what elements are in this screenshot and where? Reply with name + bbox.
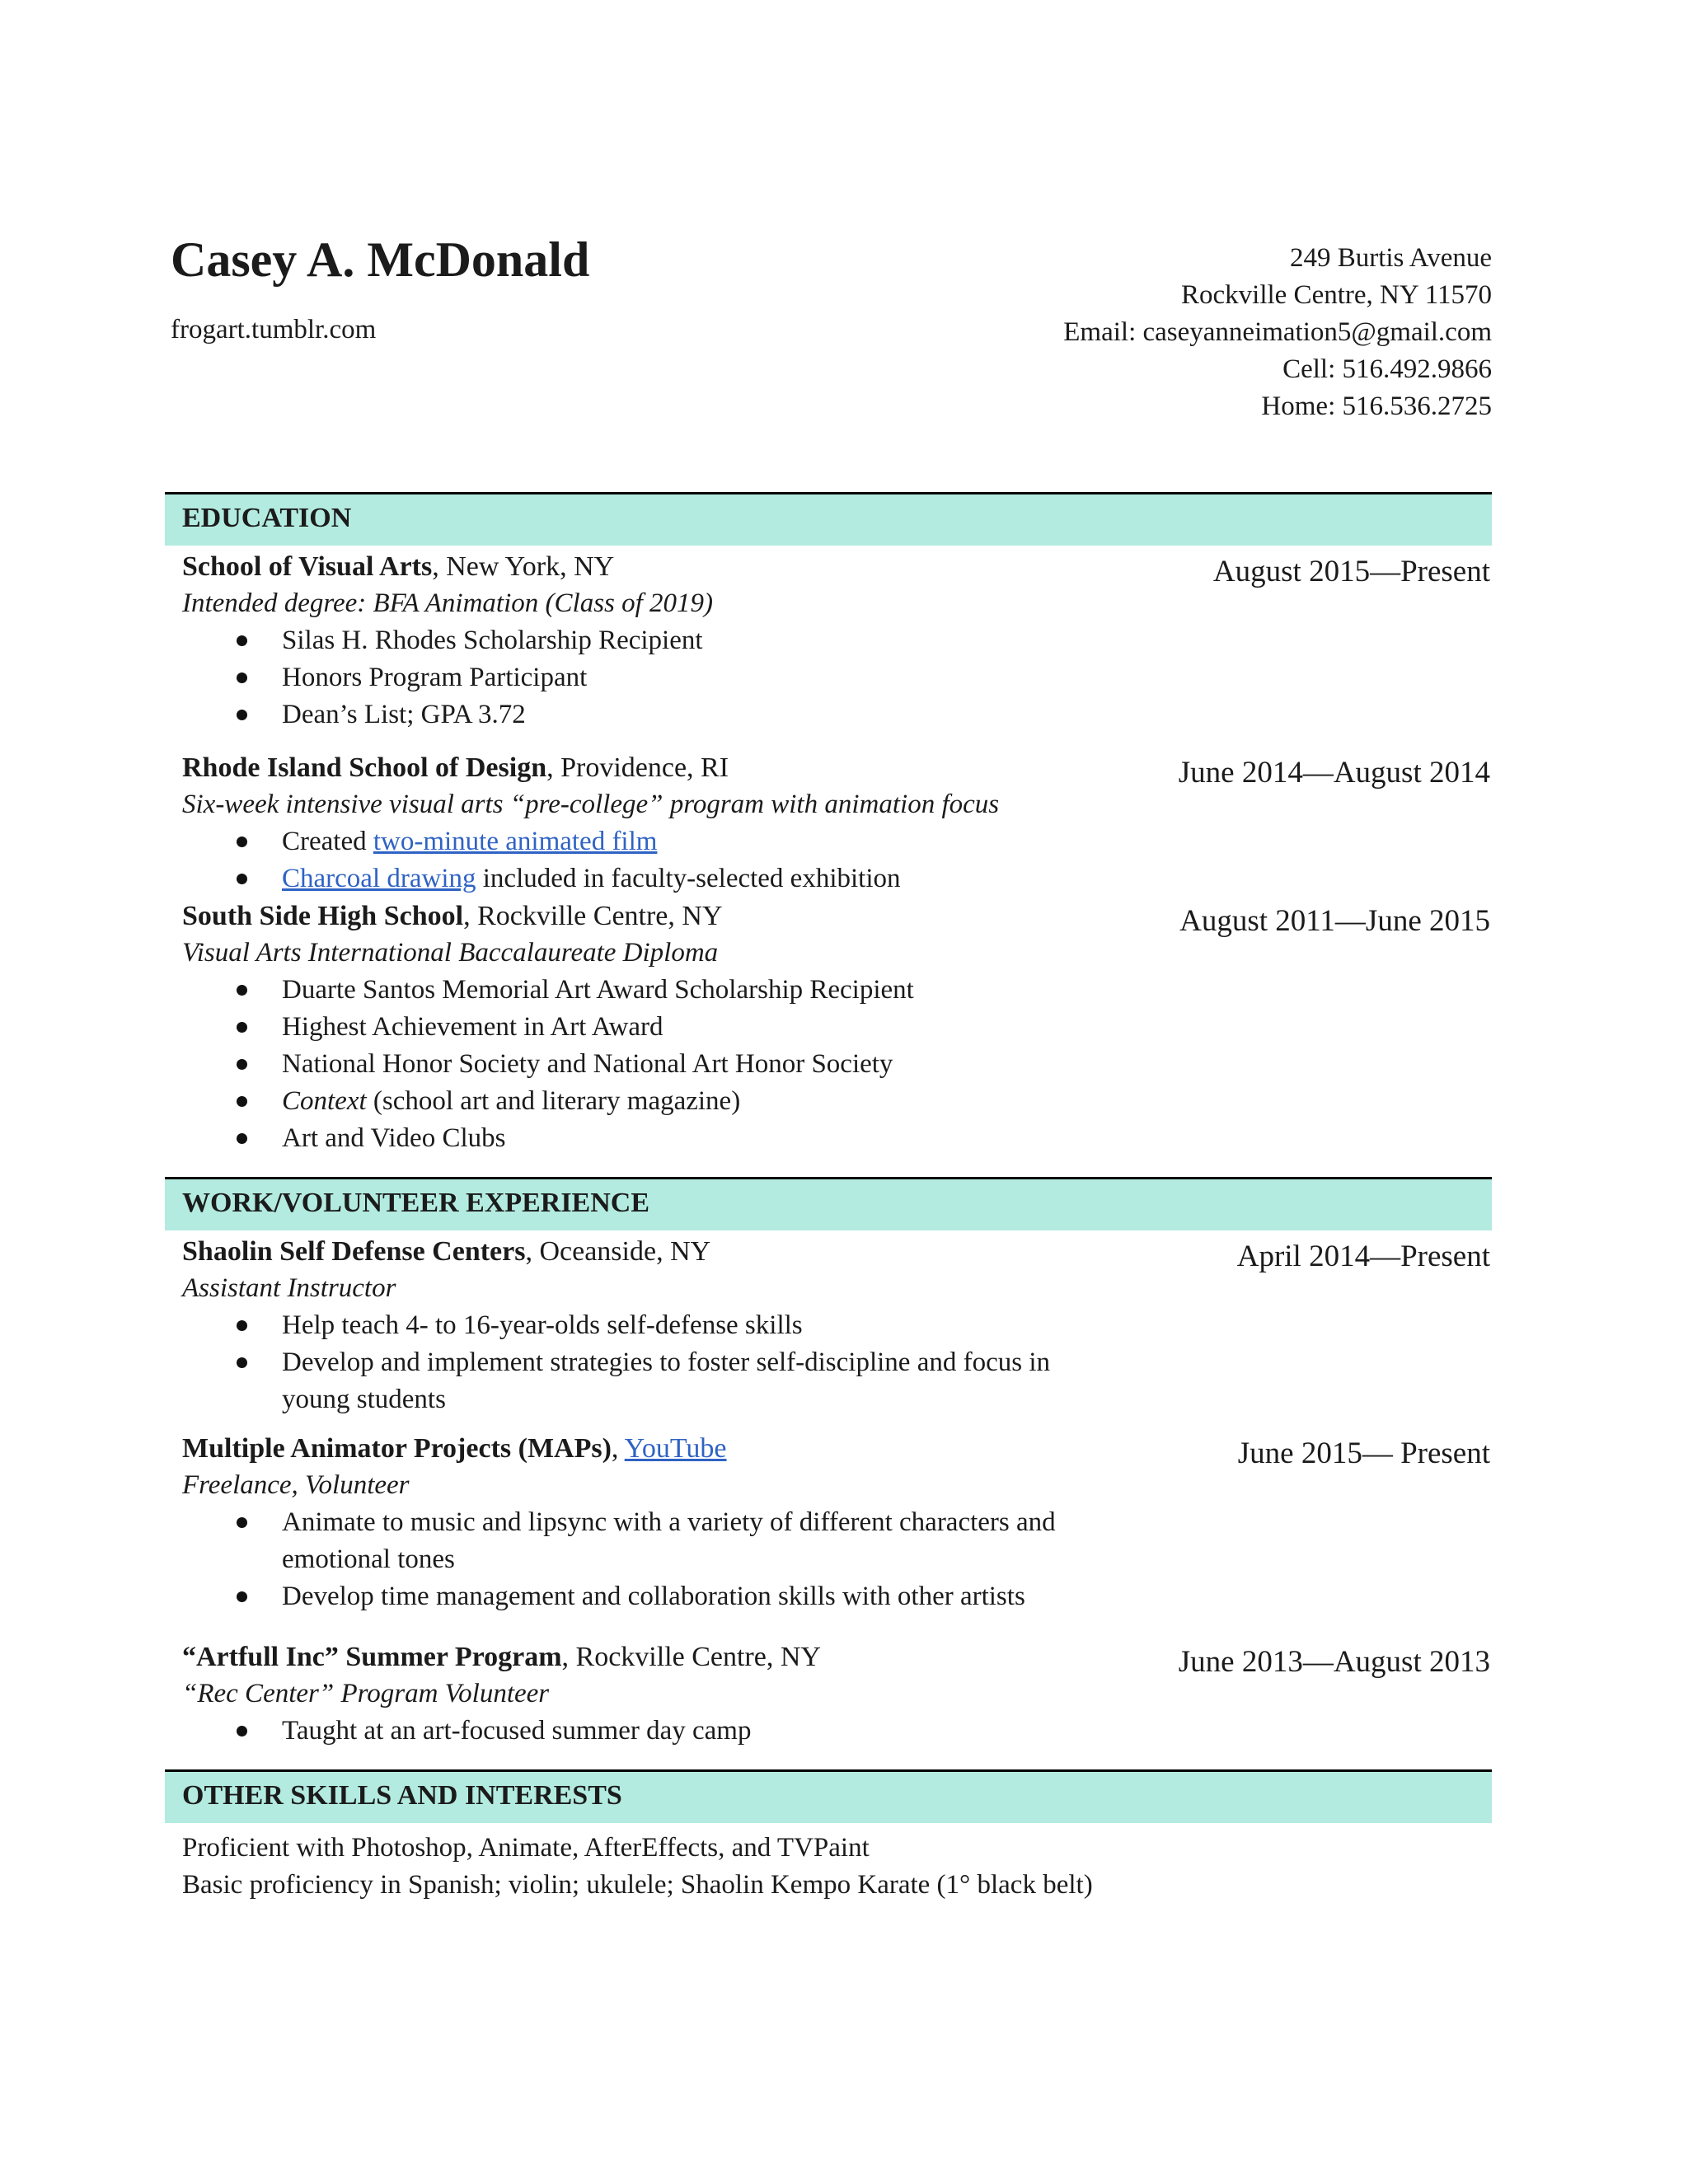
organization: School of Visual Arts bbox=[182, 551, 433, 582]
entry-subtitle: Intended degree: BFA Animation (Class of 2019) bbox=[182, 588, 714, 618]
location: , Oceanside, NY bbox=[525, 1236, 711, 1267]
list-item: Help teach 4- to 16-year-olds self-defense skills bbox=[182, 1307, 1493, 1344]
section-title-skills: OTHER SKILLS AND INTERESTS bbox=[182, 1780, 622, 1811]
bullet-list bbox=[182, 1713, 1493, 1750]
date-range: June 2015— Present bbox=[1237, 1436, 1490, 1470]
email: Email: caseyanneimation5@gmail.com bbox=[1063, 317, 1492, 347]
bullet-list bbox=[182, 622, 1493, 733]
youtube-link[interactable]: YouTube bbox=[624, 1433, 727, 1464]
bullet-list bbox=[182, 972, 1493, 1157]
skills-block bbox=[182, 1830, 1093, 1904]
list-item-text: Created bbox=[282, 827, 373, 856]
list-item: Taught at an art-focused summer day camp bbox=[182, 1713, 1493, 1750]
education-entry-sva bbox=[182, 548, 1493, 733]
entry-heading bbox=[182, 1638, 1493, 1679]
list-item: Animate to music and lipsync with a variety of different characters and emotional tones bbox=[182, 1504, 1106, 1578]
section-title-work: WORK/VOLUNTEER EXPERIENCE bbox=[182, 1188, 650, 1218]
work-entry-artfull bbox=[182, 1638, 1493, 1750]
list-item bbox=[182, 860, 1493, 898]
entry-heading bbox=[182, 1233, 1493, 1273]
organization: Shaolin Self Defense Centers bbox=[182, 1236, 526, 1267]
entry-heading bbox=[182, 548, 1493, 588]
separator: , bbox=[611, 1433, 625, 1464]
list-item: Honors Program Participant bbox=[182, 659, 1493, 696]
education-entry-risd bbox=[182, 749, 1493, 898]
location: , Rockville Centre, NY bbox=[463, 901, 723, 931]
list-item: Duarte Santos Memorial Art Award Scholarship Recipient bbox=[182, 972, 1493, 1009]
bullet-list bbox=[182, 823, 1493, 898]
entry-subtitle: Visual Arts International Baccalaureate Diploma bbox=[182, 938, 719, 968]
entry-subtitle: Six-week intensive visual arts “pre-college” program with animation focus bbox=[182, 790, 1000, 819]
entry-heading bbox=[182, 898, 1493, 938]
cell-phone: Cell: 516.492.9866 bbox=[1282, 354, 1492, 384]
entry-subtitle: Assistant Instructor bbox=[182, 1273, 396, 1303]
organization: Multiple Animator Projects (MAPs) bbox=[182, 1433, 612, 1464]
contact-block bbox=[1063, 240, 1492, 425]
list-item: National Honor Society and National Art Honor Society bbox=[182, 1046, 1493, 1083]
address-line-2: Rockville Centre, NY 11570 bbox=[1181, 280, 1492, 310]
entry-subtitle: “Rec Center” Program Volunteer bbox=[182, 1679, 550, 1708]
home-phone: Home: 516.536.2725 bbox=[1261, 391, 1492, 421]
work-entry-shaolin bbox=[182, 1233, 1493, 1418]
section-header-work bbox=[165, 1177, 1492, 1230]
list-item: Develop and implement strategies to foster self-discipline and focus in young students bbox=[182, 1344, 1106, 1418]
list-item: Develop time management and collaboration skills with other artists bbox=[182, 1578, 1493, 1615]
magazine-title: Context bbox=[282, 1086, 367, 1116]
bullet-list bbox=[182, 1307, 1493, 1418]
charcoal-drawing-link[interactable]: Charcoal drawing bbox=[282, 864, 476, 893]
list-item: Art and Video Clubs bbox=[182, 1120, 1493, 1157]
entry-heading bbox=[182, 1430, 1493, 1470]
website: frogart.tumblr.com bbox=[171, 315, 377, 344]
address-line-1: 249 Burtis Avenue bbox=[1289, 243, 1492, 273]
location: , New York, NY bbox=[432, 551, 615, 582]
skills-line-1: Proficient with Photoshop, Animate, AfterEffects, and TVPaint bbox=[182, 1833, 870, 1863]
date-range: April 2014—Present bbox=[1236, 1240, 1490, 1273]
section-title-education: EDUCATION bbox=[182, 503, 352, 533]
section-header-skills bbox=[165, 1769, 1492, 1823]
organization: Rhode Island School of Design bbox=[182, 752, 547, 783]
candidate-name: Casey A. McDonald bbox=[171, 232, 590, 287]
list-item bbox=[182, 823, 1493, 860]
date-range: June 2013—August 2013 bbox=[1178, 1645, 1490, 1679]
education-entry-south-side bbox=[182, 898, 1493, 1157]
entry-heading bbox=[182, 749, 1493, 790]
list-item: Dean’s List; GPA 3.72 bbox=[182, 696, 1493, 733]
date-range: August 2015—Present bbox=[1212, 555, 1490, 588]
organization: South Side High School bbox=[182, 901, 464, 931]
section-header-education bbox=[165, 492, 1492, 546]
bullet-list bbox=[182, 1504, 1493, 1615]
work-entry-maps bbox=[182, 1430, 1493, 1615]
organization: “Artfull Inc” Summer Program bbox=[182, 1642, 562, 1672]
list-item: Highest Achievement in Art Award bbox=[182, 1009, 1493, 1046]
location: , Rockville Centre, NY bbox=[561, 1642, 821, 1672]
date-range: August 2011—June 2015 bbox=[1179, 904, 1490, 938]
list-item-text: (school art and literary magazine) bbox=[366, 1086, 741, 1116]
entry-subtitle: Freelance, Volunteer bbox=[182, 1470, 410, 1500]
animated-film-link[interactable]: two-minute animated film bbox=[373, 827, 658, 856]
date-range: June 2014—August 2014 bbox=[1178, 756, 1490, 790]
list-item: Silas H. Rhodes Scholarship Recipient bbox=[182, 622, 1493, 659]
list-item bbox=[182, 1083, 1493, 1120]
location: , Providence, RI bbox=[546, 752, 729, 783]
list-item-text: included in faculty-selected exhibition bbox=[476, 864, 901, 893]
skills-line-2: Basic proficiency in Spanish; violin; ukulele; Shaolin Kempo Karate (1° black belt) bbox=[182, 1870, 1093, 1900]
